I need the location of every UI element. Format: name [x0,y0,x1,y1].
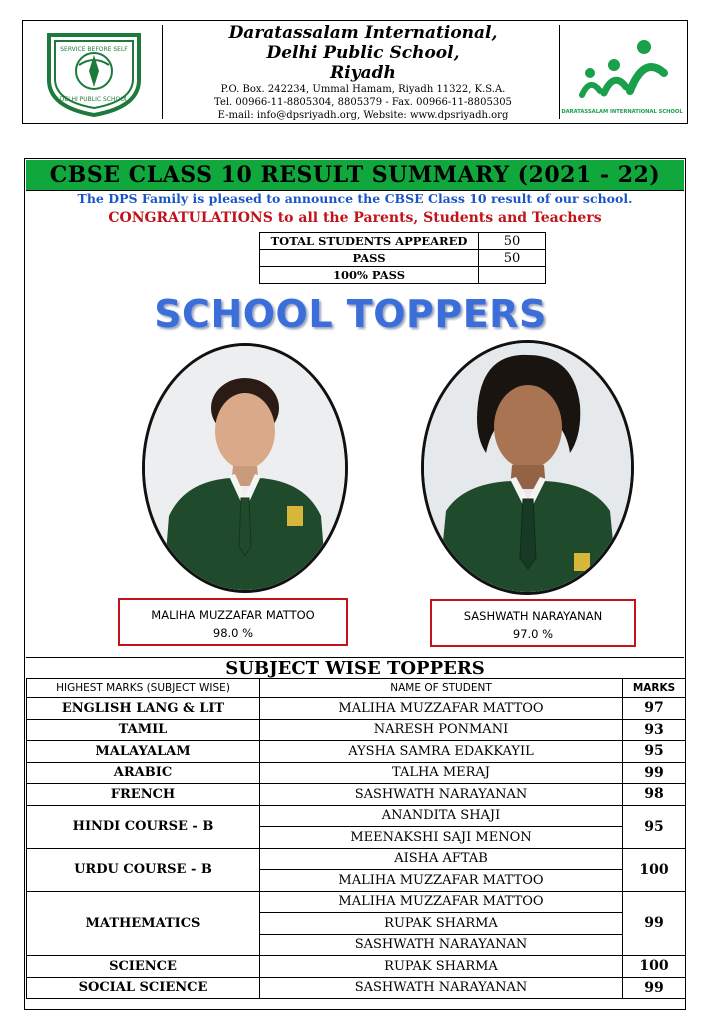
subject-name: ENGLISH LANG & LIT [27,698,260,720]
topper-card-1 [118,598,348,646]
appeared-value: 50 [479,233,546,250]
student-name: NARESH PONMANI [260,719,623,741]
svg-text:SERVICE BEFORE SELF: SERVICE BEFORE SELF [60,46,128,53]
school-address: P.O. Box. 242234, Ummal Hamam, Riyadh 11322, K.S.A. [220,84,506,95]
subject-toppers-title: SUBJECT WISE TOPPERS [26,657,684,678]
empty-cell [479,267,546,284]
student-name: MALIHA MUZZAFAR MATTOO [260,870,623,892]
topper-percent-2: 97.0 % [512,627,554,641]
svg-text:DELHI PUBLIC SCHOOL: DELHI PUBLIC SCHOOL [59,96,129,103]
subject-name: MALAYALAM [27,741,260,763]
subject-marks: 99 [623,977,686,999]
table-row [27,784,686,806]
topper-name-1: MALIHA MUZZAFAR MATTOO [151,608,315,622]
subject-name: ARABIC [27,762,260,784]
student-name: MEENAKSHI SAJI MENON [260,827,623,849]
summary-title: CBSE CLASS 10 RESULT SUMMARY (2021 - 22) [49,162,661,188]
topper-card-2 [430,599,636,647]
subject-marks: 95 [623,805,686,848]
school-name-line3: Riyadh [330,63,396,83]
topper-photo-1 [142,343,348,593]
subject-name: URDU COURSE - B [27,848,260,891]
student-name: RUPAK SHARMA [260,956,623,978]
svg-text:DARATASSALAM INTERNATIONAL SCH: DARATASSALAM INTERNATIONAL SCHOOL [561,109,683,115]
student-name: RUPAK SHARMA [260,913,623,935]
header-marks: MARKS [623,679,686,698]
letterhead [22,20,688,124]
subject-marks: 99 [623,891,686,956]
table-row [27,805,686,827]
table-row [27,698,686,720]
student-name: SASHWATH NARAYANAN [260,977,623,999]
stats-row-pass [260,250,546,267]
subject-marks: 100 [623,848,686,891]
appeared-label: TOTAL STUDENTS APPEARED [260,233,479,250]
student-name: TALHA MERAJ [260,762,623,784]
subject-marks: 93 [623,719,686,741]
pass-value: 50 [479,250,546,267]
stats-table [259,232,546,284]
student-name: AYSHA SAMRA EDAKKAYIL [260,741,623,763]
table-row [27,891,686,913]
header-student: NAME OF STUDENT [260,679,623,698]
table-row [27,977,686,999]
student-name: MALIHA MUZZAFAR MATTOO [260,891,623,913]
subject-name: HINDI COURSE - B [27,805,260,848]
subject-name: MATHEMATICS [27,891,260,956]
subject-name: FRENCH [27,784,260,806]
subject-name: SOCIAL SCIENCE [27,977,260,999]
table-row [27,741,686,763]
school-email: E-mail: info@dpsriyadh.org, Website: www.dpsriyadh.org [217,110,509,121]
school-toppers-title: SCHOOL TOPPERS [154,292,547,336]
table-header-row [27,679,686,698]
subject-marks: 100 [623,956,686,978]
student-name: SASHWATH NARAYANAN [260,784,623,806]
pass-label: PASS [260,250,479,267]
dps-logo [27,25,163,119]
school-phone: Tel. 00966-11-8805304, 8805379 - Fax. 00966-11-8805305 [214,97,512,108]
student-name: AISHA AFTAB [260,848,623,870]
topper-percent-1: 98.0 % [212,626,254,640]
table-row [27,848,686,870]
topper-photo-2 [421,340,634,595]
student-name: ANANDITA SHAJI [260,805,623,827]
subject-name: SCIENCE [27,956,260,978]
daratassalam-logo [559,25,685,119]
summary-banner [26,160,684,191]
table-row [27,762,686,784]
topper-name-2: SASHWATH NARAYANAN [463,609,603,623]
stats-row-appeared [260,233,546,250]
school-name-line2: Delhi Public School, [266,43,460,63]
table-row [27,719,686,741]
subject-marks: 97 [623,698,686,720]
pass-percent: 100% PASS [260,267,479,284]
congratulations-text: CONGRATULATIONS to all the Parents, Students and Teachers [108,210,602,226]
student-name: MALIHA MUZZAFAR MATTOO [260,698,623,720]
subject-name: TAMIL [27,719,260,741]
subject-toppers-table [26,678,686,999]
table-row [27,956,686,978]
announcement-text: The DPS Family is pleased to announce the CBSE Class 10 result of our school. [77,191,633,206]
subject-marks: 98 [623,784,686,806]
school-name-line1: Daratassalam International, [228,23,498,43]
subject-marks: 95 [623,741,686,763]
header-subject: HIGHEST MARKS (SUBJECT WISE) [27,679,260,698]
stats-row-percent [260,267,546,284]
student-name: SASHWATH NARAYANAN [260,934,623,956]
subject-marks: 99 [623,762,686,784]
